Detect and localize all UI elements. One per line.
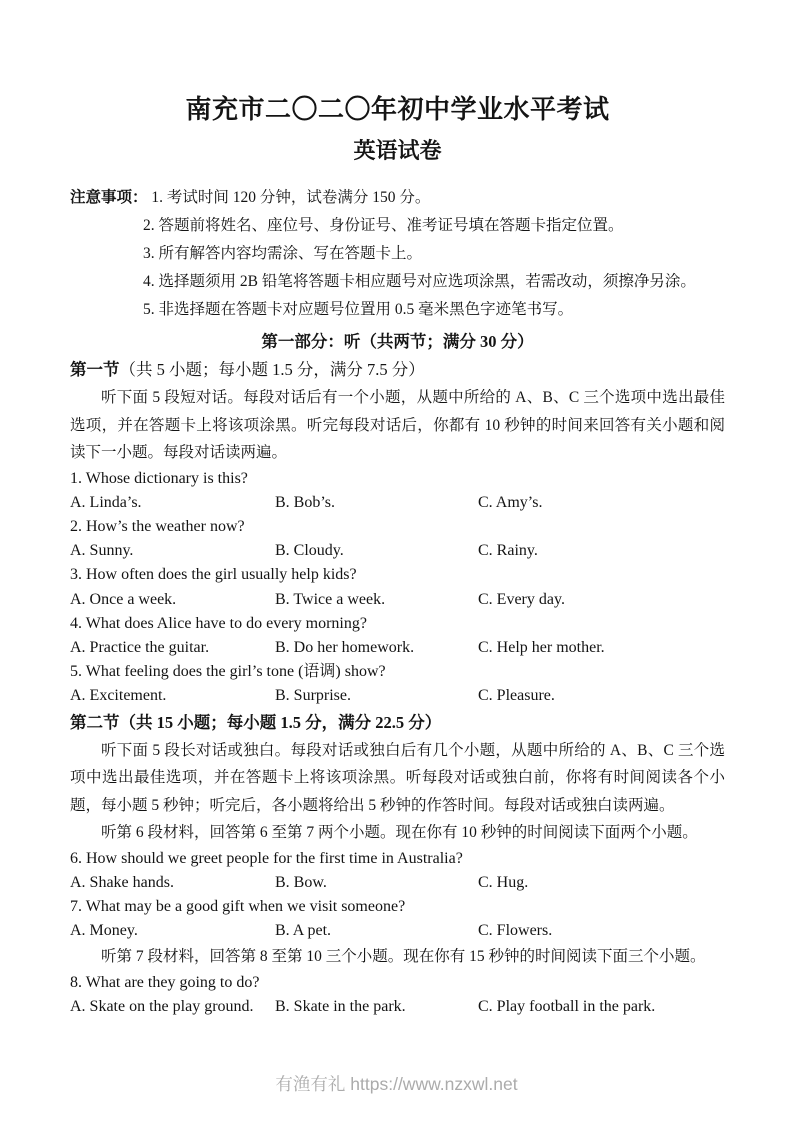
- question-3: [70, 563, 725, 611]
- section1-instructions: 听下面 5 段短对话。每段对话后有一个小题，从题中所给的 A、B、C 三个选项中选出最佳选项，并在答题卡上将该项涂黑。听完每段对话后，你都有 10 秒钟的时间来回答有关小题和阅读下一小题。每段对话读两遍。: [70, 389, 725, 461]
- notice-item: 1. 考试时间 120 分钟，试卷满分 150 分。: [151, 189, 431, 206]
- question-options: [70, 871, 725, 895]
- question-text: 5. What feeling does the girl’s tone (语调) show?: [70, 663, 386, 681]
- notice-section: [70, 184, 725, 324]
- option-a: A. Excitement.: [70, 687, 167, 705]
- option-c: C. Every day.: [478, 590, 565, 608]
- question-options: [70, 995, 725, 1019]
- question-options: [70, 539, 725, 563]
- question-options: [70, 684, 725, 708]
- section1-title-detail: （共 5 小题；每小题 1.5 分，满分 7.5 分）: [119, 360, 425, 379]
- question-8: [70, 971, 725, 1019]
- notice-item: 2. 答题前将姓名、座位号、身份证号、准考证号填在答题卡指定位置。: [143, 217, 624, 234]
- notice-item: 4. 选择题须用 2B 铅笔将答题卡相应题号对应选项涂黑，若需改动，须擦净另涂。: [143, 273, 696, 290]
- option-c: C. Rainy.: [478, 542, 538, 560]
- question-text: 2. How’s the weather now?: [70, 517, 245, 535]
- option-a: A. Money.: [70, 922, 138, 940]
- question-1: [70, 467, 725, 515]
- question-options: [70, 588, 725, 612]
- material7-note: 听第 7 段材料，回答第 8 至第 10 三个小题。现在你有 15 秒钟的时间阅读下面三个小题。: [101, 948, 706, 966]
- question-text: 1. Whose dictionary is this?: [70, 469, 248, 487]
- section2-heading: 第二节（共 15 小题；每小题 1.5 分，满分 22.5 分）: [70, 712, 442, 732]
- option-c: C. Amy’s.: [478, 493, 543, 511]
- part1-heading: 第一部分：听（共两节；满分 30 分）: [261, 332, 534, 351]
- option-b: B. Twice a week.: [275, 590, 386, 608]
- option-a: A. Shake hands.: [70, 873, 174, 891]
- option-a: A. Skate on the play ground.: [70, 998, 254, 1016]
- option-a: A. Practice the guitar.: [70, 638, 210, 656]
- option-c: C. Play football in the park.: [478, 998, 656, 1016]
- question-6: [70, 847, 725, 895]
- question-7: [70, 895, 725, 943]
- option-b: B. A pet.: [275, 922, 332, 940]
- footer-watermark: 有渔有礼 https://www.nzxwl.net: [275, 1074, 518, 1094]
- material6-note: 听第 6 段材料，回答第 6 至第 7 两个小题。现在你有 10 秒钟的时间阅读下面两个小题。: [101, 824, 698, 842]
- question-options: [70, 919, 725, 943]
- notice-item: 3. 所有解答内容均需涂、写在答题卡上。: [143, 245, 423, 262]
- option-b: B. Cloudy.: [275, 542, 344, 560]
- section1-heading: [70, 356, 725, 384]
- page-title: 南充市二〇二〇年初中学业水平考试: [185, 95, 610, 124]
- option-b: B. Bob’s.: [275, 493, 336, 511]
- question-text: 8. What are they going to do?: [70, 973, 260, 991]
- option-c: C. Hug.: [478, 873, 529, 891]
- option-b: B. Do her homework.: [275, 638, 415, 656]
- option-a: A. Once a week.: [70, 590, 177, 608]
- question-options: [70, 491, 725, 515]
- question-text: 7. What may be a good gift when we visit someone?: [70, 897, 406, 915]
- section2-instructions: 听下面 5 段长对话或独白。每段对话或独白后有几个小题，从题中所给的 A、B、C 三个选项中选出最佳选项，并在答题卡上将该项涂黑。听每段对话或独白前，你将有时间阅读各个小题，每小题 5 秒钟；听完后，各小题将给出 5 秒钟的作答时间。每段对话或独白读两遍。: [70, 741, 725, 814]
- question-text: 3. How often does the girl usually help kids?: [70, 566, 357, 584]
- question-4: [70, 612, 725, 660]
- notice-item: 5. 非选择题在答题卡对应题号位置用 0.5 毫米黑色字迹笔书写。: [143, 301, 574, 318]
- option-b: B. Bow.: [275, 873, 327, 891]
- page-subtitle: 英语试卷: [353, 138, 442, 163]
- section1-title: 第一节: [70, 360, 120, 379]
- option-c: C. Pleasure.: [478, 687, 555, 705]
- question-text: 6. How should we greet people for the first time in Australia?: [70, 849, 463, 867]
- option-c: C. Flowers.: [478, 922, 553, 940]
- option-b: B. Surprise.: [275, 687, 351, 705]
- option-a: A. Linda’s.: [70, 493, 142, 511]
- question-2: [70, 515, 725, 563]
- question-text: 4. What does Alice have to do every morning?: [70, 614, 367, 632]
- notice-line-1: [70, 184, 725, 212]
- question-options: [70, 636, 725, 660]
- notice-label: 注意事项：: [70, 189, 148, 206]
- option-a: A. Sunny.: [70, 542, 134, 560]
- question-5: [70, 660, 725, 708]
- option-b: B. Skate in the park.: [275, 998, 406, 1016]
- option-c: C. Help her mother.: [478, 638, 605, 656]
